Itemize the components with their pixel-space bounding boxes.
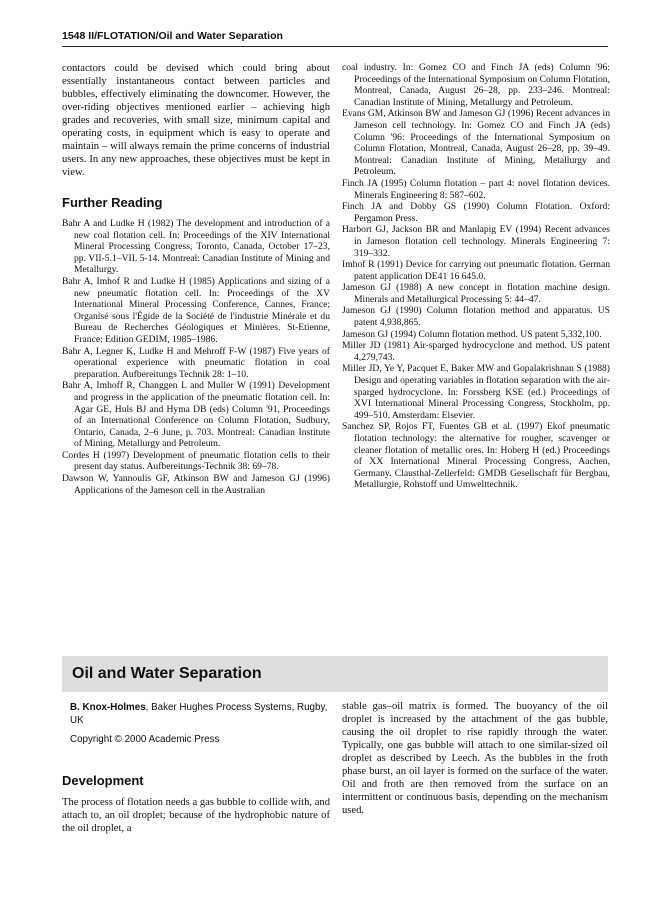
reference-item: Bahr A, Legner K, Ludke H and Mehroff F-W (1987) Five years of operational experience with pneumatic flotation in coal preparation. Aufbereitungs Technik 28: 1–10. <box>62 345 330 380</box>
reference-item: Finch JA (1995) Column flotation – part 4: novel flotation devices. Minerals Engineering 8: 587–602. <box>342 177 610 201</box>
author-line <box>70 701 332 727</box>
header-rule <box>62 46 608 47</box>
reference-list-left <box>62 218 330 496</box>
author-name: B. Knox-Holmes <box>70 702 146 713</box>
development-heading: Development <box>62 773 144 788</box>
left-column <box>62 62 330 496</box>
section-banner <box>62 656 608 692</box>
reference-item: Cordes H (1997) Development of pneumatic flotation cells to their present day status. Aufbereitungs-Technik 38: 69–78. <box>62 449 330 473</box>
author-affiliation: , Baker Hughes Process Systems, Rugby, UK <box>70 702 328 726</box>
reference-item: Sanchez SP, Rojos FT, Fuentes GB et al. (1997) Ekof pneumatic flotation technology: the alternative for rougher, scavenger or cleaner flotation of metallic ores. In: Hoberg H (ed.) Proceedings of XX International Mineral Processing Congress, Aachen, Germany. Clausthal-Zellerfeld: GMDB Gesellschaft für Bergbau, Metallurgie, Rohstoff und Umwelttechnik. <box>342 421 610 491</box>
reference-item: Finch JA and Dobby GS (1990) Column Flotation. Oxford: Pergamon Press. <box>342 201 610 224</box>
reference-item: Miller JD, Ye Y, Pacquet E, Baker MW and Gopalakrishnan S (1988) Design and operating variables in flotation separation with the air-sparged hydrocyclone. In: Forssberg KSE (ed.) Proceedings of XVI International Mineral Processing Congress, Stockholm, pp. 499–510. Amsterdam: Elsevier. <box>342 363 610 421</box>
reference-item: Evans GM, Atkinson BW and Jameson GJ (1996) Recent advances in Jameson cell technology. In: Gomez CO and Finch JA (eds) Column '96: Proceedings of the International Symposium on Column Flotation, Montreal, Canada, August 26–28, pp. 39–49. Montreal: Canadian Institute of Mining, Metallurgy and Petroleum. <box>342 108 610 178</box>
reference-item: Bahr A and Ludke H (1982) The development and introduction of a new coal flotation cell. In: Proceedings of the XIV International Mineral Processing Congress, Toronto, Canada, October 17–23, pp. VII-5.1–VII. 5-14. Montreal: Canadian Institute of Mining and Metallurgy. <box>62 218 330 276</box>
reference-item: Miller JD (1981) Air-sparged hydrocyclone and method. US patent 4,279,743. <box>342 340 610 363</box>
right-column <box>342 62 610 491</box>
reference-item: Jameson GJ (1990) Column flotation method and apparatus. US patent 4,938,865. <box>342 305 610 329</box>
reference-item: Bahr A, Imhof R and Ludke H (1985) Applications and sizing of a new pneumatic flotation cell. In: Proceedings of the XV International Mineral Processing Conference, Cannes, France; Organisé sous l'Égide de la Société de l'industrie Minérale et du Bureau de Recherches Géologiques et Minières. St-Etienne, France: Edition GEDIM, 1985–1986. <box>62 275 330 345</box>
further-reading-heading: Further Reading <box>62 195 163 210</box>
reference-item: coal industry. In: Gomez CO and Finch JA (eds) Column '96: Proceedings of the International Symposium on Column Flotation, Montreal, Canada, August 26–28, pp. 233–246. Montreal: Canadian Institute of Mining, Metallurgy and Petroleum. <box>342 62 610 108</box>
copyright-line: Copyright © 2000 Academic Press <box>70 734 220 745</box>
section-title: Oil and Water Separation <box>72 665 262 682</box>
reference-item: Dawson W, Yannoulis GF, Atkinson BW and Jameson GJ (1996) Applications of the Jameson cell in the Australian <box>62 473 330 496</box>
development-paragraph-left: The process of flotation needs a gas bubble to collide with, and attach to, an oil droplet; because of the hydrophobic nature of the oil droplet, a <box>62 797 330 834</box>
development-paragraph-right: stable gas–oil matrix is formed. The buoyancy of the oil droplet is increased by the attachment of the gas bubble, causing the oil droplet to rise rapidly through the water. Typically, one gas bubble will attach to one similar-sized oil droplet as described by Leech. As the bubbles in the froth phase burst, an oil layer is formed on the surface of the water. Oil and froth are then removed from the surface on an intermittent or continuous basis, depending on the mechanism used. <box>342 701 608 816</box>
reference-item: Jameson GJ (1994) Column flotation method. US patent 5,332,100. <box>342 328 602 340</box>
reference-item: Bahr A, Imhoff R, Changgen L and Muller W (1991) Development and progress in the application of the pneumatic flotation cell. In: Agar GE, Huls BJ and Hyma DB (eds) Column '91, Proceedings of an International Conference on Column Flotation, Sudbury, Ontario, Canada, 2–6 June, p. 703. Montreal: Canadian Institute of Mining, Metallurgy and Petroleum. <box>62 380 330 450</box>
running-header: 1548 II/FLOTATION/Oil and Water Separation <box>62 30 283 42</box>
reference-item: Harbort GJ, Jackson BR and Manlapig EV (1994) Recent advances in Jameson flotation cell technology. Minerals Engineering 7: 319–332. <box>342 224 610 259</box>
reference-item: Imhof R (1991) Device for carrying out pneumatic flotation. German patent application DE41 16 645.0. <box>342 259 610 282</box>
reference-item: Jameson GJ (1988) A new concept in flotation machine design. Minerals and Metallurgical Processing 5: 44–47. <box>342 282 610 305</box>
reference-list-right <box>342 62 610 491</box>
intro-paragraph: contactors could be devised which could bring about essentially instantaneous contact between particles and bubbles, effectively eliminating the downcomer. However, the over-riding objectives mentioned earlier – achieving high grades and recoveries, with small size, minimum capital and operating costs, in equipment which is easy to operate and maintain – will always remain the prime concerns of industrial users. In any new approaches, these objectives must be kept in view. <box>62 63 330 178</box>
